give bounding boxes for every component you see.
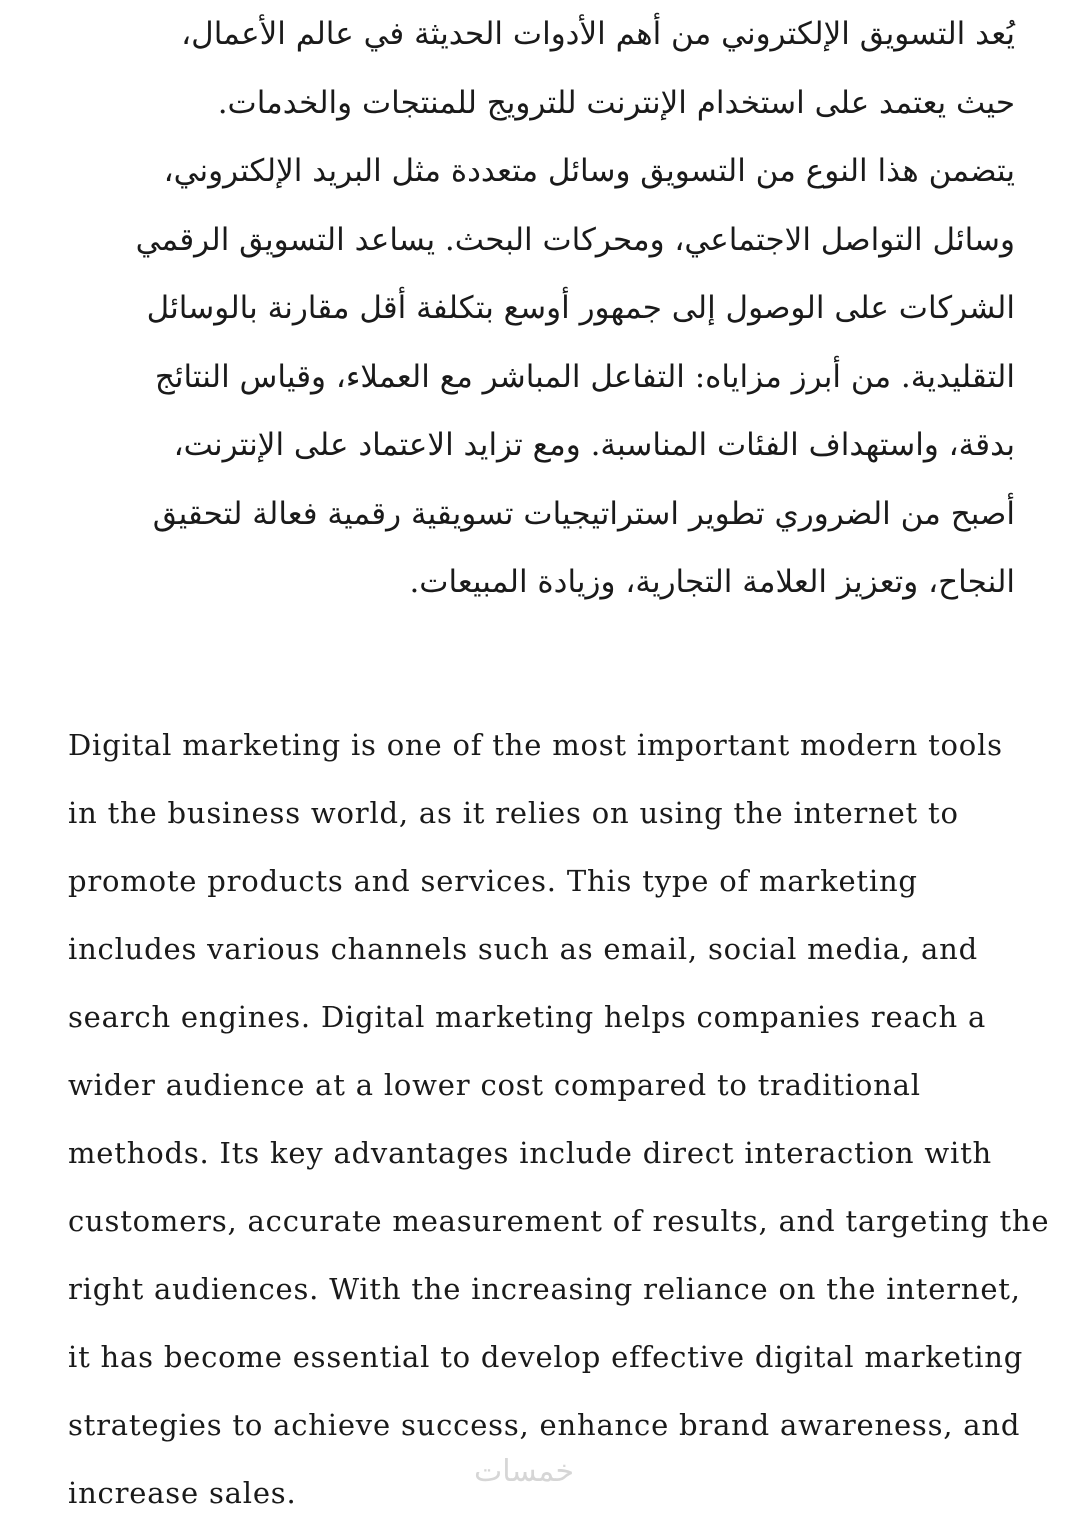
english-line: Digital marketing is one of the most important modern tools (68, 728, 1003, 762)
arabic-line: التقليدية. من أبرز مزاياه: التفاعل المباشر مع العملاء، وقياس النتائج (154, 358, 1015, 395)
arabic-line: حيث يعتمد على استخدام الإنترنت للترويج للمنتجات والخدمات. (217, 84, 1015, 121)
arabic-line: يُعد التسويق الإلكتروني من أهم الأدوات الحديثة في عالم الأعمال، (181, 16, 1015, 52)
khamsat-watermark: خمسات (474, 1454, 575, 1489)
english-line: wider audience at a lower cost compared to traditional (68, 1068, 921, 1102)
arabic-line: الشركات على الوصول إلى جمهور أوسع بتكلفة أقل مقارنة بالوسائل (146, 290, 1015, 326)
arabic-paragraph (95, 0, 1015, 617)
english-line: right audiences. With the increasing reliance on the internet, (68, 1272, 1021, 1306)
english-line: methods. Its key advantages include direct interaction with (68, 1136, 992, 1170)
english-line: includes various channels such as email, social media, and (68, 932, 978, 966)
english-line: promote products and services. This type of marketing (68, 864, 918, 898)
english-line: strategies to achieve success, enhance brand awareness, and (68, 1408, 1021, 1442)
arabic-line: بدقة، واستهداف الفئات المناسبة. ومع تزايد الاعتماد على الإنترنت، (173, 427, 1015, 463)
arabic-line: النجاح، وتعزيز العلامة التجارية، وزيادة المبيعات. (409, 564, 1015, 600)
english-line: search engines. Digital marketing helps companies reach a (68, 1000, 987, 1034)
english-line: increase sales. (68, 1476, 297, 1510)
english-line: it has become essential to develop effective digital marketing (68, 1340, 1024, 1374)
arabic-line: يتضمن هذا النوع من التسويق وسائل متعددة مثل البريد الإلكتروني، (163, 153, 1015, 189)
arabic-line: وسائل التواصل الاجتماعي، ومحركات البحث. يساعد التسويق الرقمي (135, 221, 1015, 258)
english-line: customers, accurate measurement of results, and targeting the (68, 1204, 1050, 1238)
english-line: in the business world, as it relies on using the internet to (68, 796, 959, 830)
arabic-line: أصبح من الضروري تطوير استراتيجيات تسويقية رقمية فعالة لتحقيق (152, 495, 1015, 532)
english-paragraph (68, 711, 1050, 1527)
